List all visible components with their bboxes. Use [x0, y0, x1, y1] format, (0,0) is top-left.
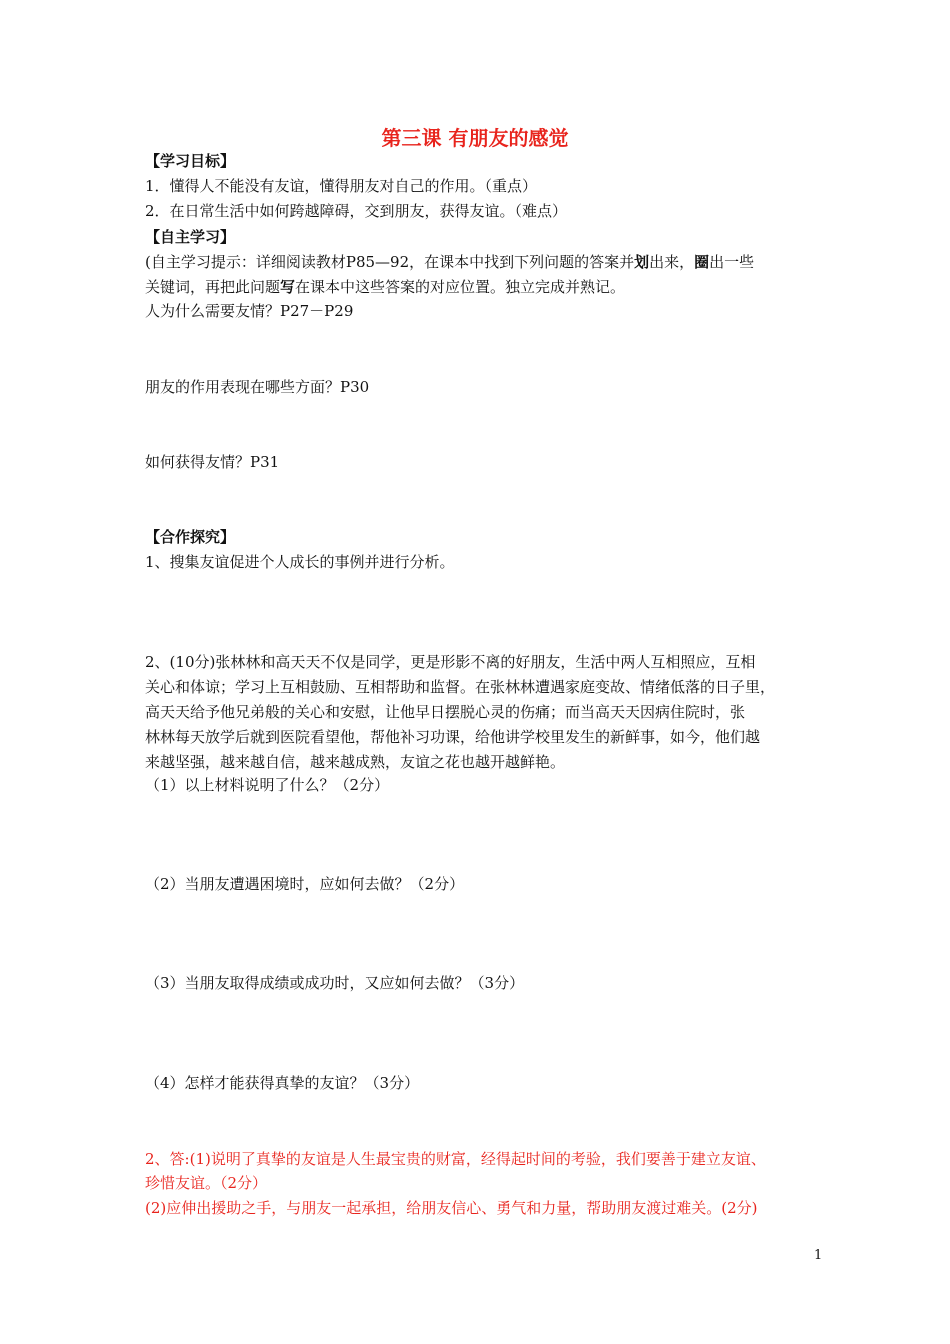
- coop-passage-line: 2、(10分)张林林和高天天不仅是同学，更是形影不离的好朋友，生活中两人互相照应，互相: [145, 653, 756, 671]
- self-study-question: 朋友的作用表现在哪些方面？P30: [145, 378, 370, 396]
- hint-text: 在课本中这些答案的对应位置。独立完成并熟记。: [295, 278, 626, 296]
- self-study-question: 如何获得友情？P31: [145, 453, 280, 471]
- coop-passage-line: 关心和体谅；学习上互相鼓励、互相帮助和监督。在张林林遭遇家庭变故、情绪低落的日子里，: [145, 678, 776, 696]
- hint-text: 出一些: [709, 253, 755, 271]
- hint-text: 出来，: [649, 253, 695, 271]
- self-study-heading: 【自主学习】: [145, 228, 236, 246]
- page-number: 1: [814, 1248, 823, 1263]
- answer-line: 珍惜友谊。（2分）: [145, 1174, 268, 1192]
- coop-passage-line: 高天天给予他兄弟般的关心和安慰，让他早日摆脱心灵的伤痛；而当高天天因病住院时，张: [145, 703, 746, 721]
- hint-text: (自主学习提示：详细阅读教材P85—92，在课本中找到下列问题的答案并: [145, 253, 635, 271]
- sub-question: （2）当朋友遭遇困境时，应如何去做？（2分）: [145, 875, 465, 893]
- sub-question: （3）当朋友取得成绩或成功时，又应如何去做？（3分）: [145, 974, 525, 992]
- hint-text: 关键词，再把此问题: [145, 278, 281, 296]
- coop-heading: 【合作探究】: [145, 528, 236, 546]
- page-title: 第三课 有朋友的感觉: [381, 126, 569, 150]
- coop-question-1: 1、搜集友谊促进个人成长的事例并进行分析。: [145, 553, 455, 571]
- hint-emphasis: 写: [280, 278, 296, 296]
- sub-question: （4）怎样才能获得真挚的友谊？（3分）: [145, 1074, 420, 1092]
- goal-item: 2．在日常生活中如何跨越障碍，交到朋友，获得友谊。（难点）: [145, 202, 568, 220]
- self-study-hint-line-2: [145, 277, 625, 297]
- coop-passage-line: 来越坚强，越来越自信，越来越成熟，友谊之花也越开越鲜艳。: [145, 753, 566, 771]
- sub-question: （1）以上材料说明了什么？（2分）: [145, 776, 390, 794]
- goal-item: 1．懂得人不能没有友谊，懂得朋友对自己的作用。（重点）: [145, 177, 538, 195]
- answer-line: (2)应伸出援助之手，与朋友一起承担，给朋友信心、勇气和力量，帮助朋友渡过难关。(2分): [145, 1199, 758, 1217]
- self-study-question: 人为什么需要友情？P27－P29: [145, 302, 354, 320]
- coop-passage-line: 林林每天放学后就到医院看望他，帮他补习功课，给他讲学校里发生的新鲜事，如今，他们越: [145, 728, 761, 746]
- hint-emphasis: 圈: [694, 253, 710, 271]
- goals-heading: 【学习目标】: [145, 152, 236, 170]
- answer-line: 2、答:(1)说明了真挚的友谊是人生最宝贵的财富，经得起时间的考验，我们要善于建立友谊、: [145, 1150, 766, 1168]
- hint-emphasis: 划: [634, 253, 650, 271]
- self-study-hint-line-1: [145, 252, 754, 272]
